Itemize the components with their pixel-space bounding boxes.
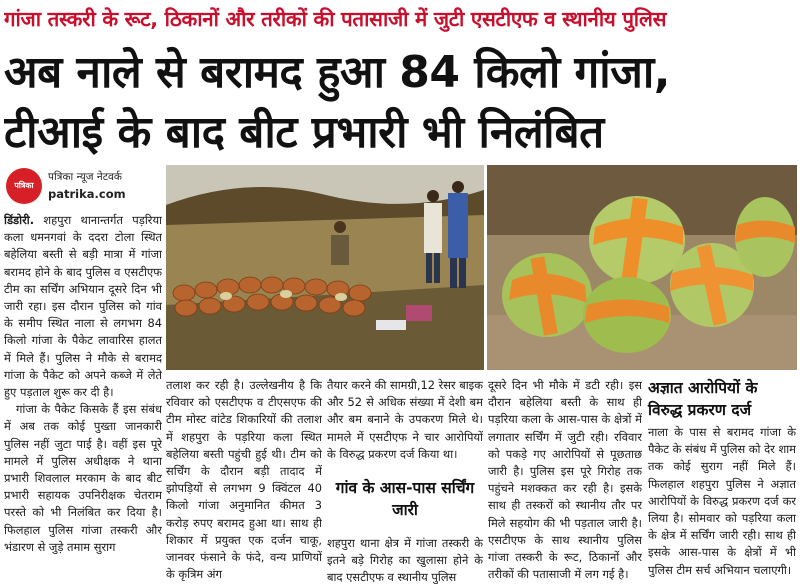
column-4-text: दूसरे दिन भी मौके में डटी रही। इस दौरान बहेलिया बस्ती के साथ ही पड़रिया कला के आस-पास के क्षेत्रों में लगातार सर्चिंग में जुटी रही। रविवार को पकड़े गए आरोपियों से पूछताछ जारी है। पुलिस इस पूरे गिरोह तक पहुंचने मशक्कत कर रही है। इसके साथ ही तस्करों को स्थानीय तौर पर मिले सहयोग की भी पड़ताल जारी है। एसटीएफ के साथ स्थानीय पुलिस गांजा तस्करी के रूट, ठिकानों और तरीकों की पतासाजी में लग गई है। <box>488 378 642 582</box>
article-column-1 <box>4 212 162 587</box>
kicker-headline: गांजा तस्करी के रूट, ठिकानों और तरीकों की पतासाजी में जुटी एसटीएफ व स्थानीय पुलिस <box>4 7 667 31</box>
patrika-logo <box>6 168 42 204</box>
news-agency: पत्रिका न्यूज नेटवर्क <box>48 171 122 183</box>
article-column-5 <box>648 424 796 587</box>
headline-line-1: अब नाले से बरामद हुआ 84 किलो गांजा, <box>4 47 670 98</box>
photo-packets-closeup <box>487 165 797 370</box>
column-3-text: तैयार करने की सामग्री,12 रेसर बाइक और 52 से अधिक संख्या में देशी बम और बम बनाने के उपकरण मिले थे। मामले में एसटीएफ ने चार आरोपियों के विरुद्ध प्रकरण दर्ज किया था। <box>327 378 483 461</box>
article-column-4 <box>488 377 642 587</box>
photo-field-image <box>166 165 484 370</box>
subhead-village-search: गांव के आस-पास सर्चिंग जारी <box>335 479 475 519</box>
dateline: डिंडोरी. <box>4 213 35 227</box>
photo-seized-packets <box>166 165 484 370</box>
main-headline <box>4 44 796 164</box>
column-3-text-2: शहपुरा थाना क्षेत्र में गांजा तस्करी के इतने बड़े गिरोह का खुलासा होने के बाद एसटीएफ व स्थानीय पुलिस <box>327 536 483 585</box>
subhead-case-registered: अज्ञात आरोपियों के विरुद्ध प्रकरण दर्ज <box>648 379 758 419</box>
article-column-2 <box>166 377 322 587</box>
photo-packets-image <box>487 165 797 370</box>
column-1-lead-text: शहपुरा थानान्तर्गत पड़रिया कला धमनगवां के ददरा टोला स्थित बहेलिया बस्ती से बड़ी मात्रा में गांजा बरामद होने के बाद पुलिस व एसटीएफ टीम का सर्चिंग अभियान दूसरे दिन भी जारी रहा। इस दौरान पुलिस को गांव के समीप स्थित नाला से लगभग 84 किलो गांजा के पैकेट लावारिस हालत में मिले हैं। पुलिस ने मौके से बरामद गांजा के पैकेट को अपने कब्जे में लेते हुए पड़ताल शुरू कर दी है। <box>4 213 162 400</box>
column-2-text: तलाश कर रही है। उल्लेखनीय है कि रविवार को एसटीएफ व टीएसएफ की टीम मोस्ट वांटेड शिकारियों की तलाश में शहपुरा के पड़रिया कला स्थित बहेलिया बस्ती पहुंची हुई थी। टीम को सर्चिंग के दौरान बड़ी तादाद में झोपड़ियों से लगभग 9 क्विंटल 40 किलो गांजा अनुमानित कीमत 3 करोड़ रुपए बरामद हुआ था। साथ ही शिकार में प्रयुक्त एक दर्जन चाकू, जानवर फंसाने के फंदे, वन्य प्राणियों के कृत्रिम अंग <box>166 378 322 582</box>
headline-line-2: टीआई के बाद बीट प्रभारी भी निलंबित <box>4 107 604 158</box>
logo-text: पत्रिका <box>14 181 34 190</box>
column-1-paragraph-2: गांजा के पैकेट किसके हैं इस संबंध में अब तक कोई पुख्ता जानकारी पुलिस नहीं जुटा पाई है। वहीं इस पूरे मामले में पुलिस अधीक्षक ने थाना प्रभारी शिवलाल मरकाम के बाद बीट प्रभारी सहायक उपनिरीक्षक चेतराम परस्ते को भी निलंबित कर दिया है। फिलहाल पुलिस गांजा तस्करी और भंडारण से जुड़े तमाम सुराग <box>4 402 162 554</box>
column-1-paragraph-1 <box>4 212 162 401</box>
byline <box>4 164 162 208</box>
article-column-3 <box>327 377 483 477</box>
site-link[interactable]: patrika.com <box>48 187 126 201</box>
article-column-3-continued <box>327 535 483 587</box>
column-5-text: नाला के पास से बरामद गांजा के पैकेट के संबंध में पुलिस को देर शाम तक कोई सुराग नहीं मिले हैं। फिलहाल शहपुरा पुलिस ने अज्ञात आरोपियों के विरुद्ध प्रकरण दर्ज कर लिया है। सोमवार को पड़रिया कला के क्षेत्र में सर्चिंग जारी रही। साथ ही इसके आस-पास के क्षेत्रों में भी पुलिस टीम सर्च अभियान चलाएगी। <box>648 425 796 577</box>
